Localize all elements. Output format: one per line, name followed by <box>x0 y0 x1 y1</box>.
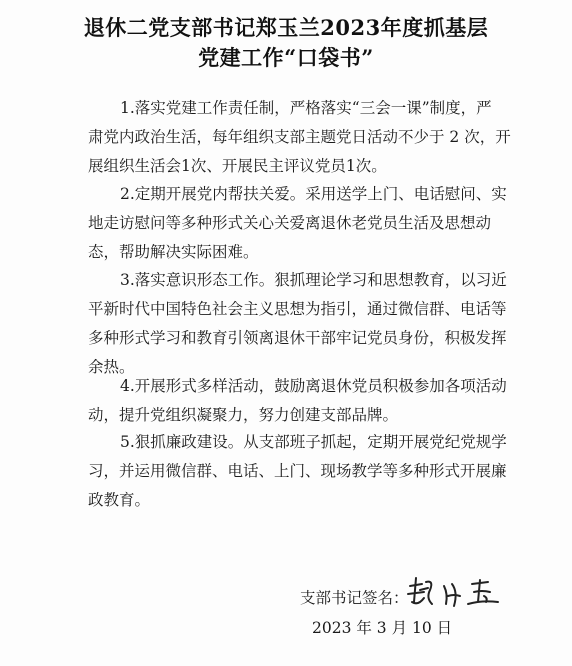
paragraph-item-1 <box>88 94 518 181</box>
paragraph-line: 3.落实意识形态工作。狠抓理论学习和思想教育，以习近 <box>120 271 507 289</box>
paragraph-line: 4.开展形式多样活动，鼓励离退休党员积极参加各项活动 <box>120 377 507 395</box>
paragraph-line: 态，帮助解决实际困难。 <box>88 243 259 261</box>
paragraph-line: 1.落实党建工作责任制，严格落实“三会一课”制度，严 <box>120 99 492 117</box>
document-title-line-1: 退休二党支部书记郑玉兰2023年度抓基层 <box>83 15 489 40</box>
paragraph-item-4 <box>88 372 518 430</box>
document-title-line-2: 党建工作“口袋书” <box>198 45 374 70</box>
paragraph-line: 肃党内政治生活，每年组织支部主题党日活动不少于 2 次，开 <box>88 128 511 146</box>
handwritten-signature <box>404 572 504 616</box>
paragraph-line: 5.狠抓廉政建设。从支部班子抓起，定期开展党纪党规学 <box>120 433 507 451</box>
paragraph-item-3 <box>88 266 518 382</box>
paragraph-line: 2.定期开展党内帮扶关爱。采用送学上门、电话慰问、实 <box>120 185 507 203</box>
paragraph-line: 余热。 <box>88 358 135 376</box>
signature-label: 支部书记签名： <box>300 589 409 607</box>
paragraph-item-5 <box>88 428 518 515</box>
paragraph-line: 展组织生活会1次、开展民主评议党员1次。 <box>88 157 387 175</box>
paragraph-line: 政教育。 <box>88 491 151 509</box>
paragraph-line: 习，并运用微信群、电话、上门、现场教学等多种形式开展廉 <box>88 462 507 480</box>
paragraph-line: 动，提升党组织凝聚力，努力创建支部品牌。 <box>88 406 399 424</box>
paragraph-line: 多种形式学习和教育引领离退休干部牢记党员身份，积极发挥 <box>88 329 507 347</box>
paragraph-item-2 <box>88 180 518 267</box>
document-date: 2023 年 3 月 10 日 <box>312 619 453 637</box>
paragraph-line: 地走访慰问等多种形式关心关爱离退休老党员生活及思想动 <box>88 214 492 232</box>
paragraph-line: 平新时代中国特色社会主义思想为指引，通过微信群、电话等 <box>88 300 507 318</box>
